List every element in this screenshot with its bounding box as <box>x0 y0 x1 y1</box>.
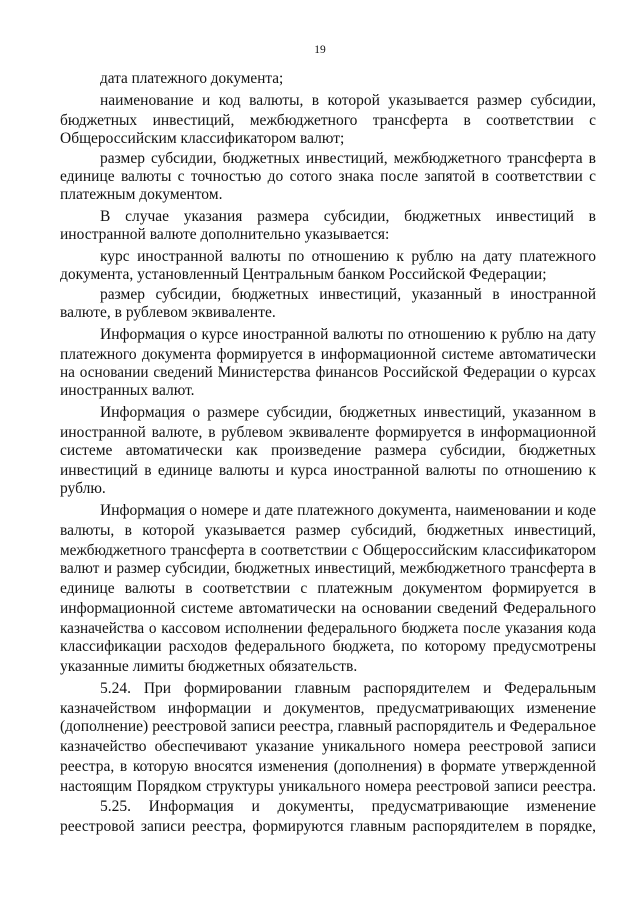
text-line: наименование и код валюты, в которой указывается размер субсидии, <box>100 92 596 109</box>
text-line: иностранной валюте, в рублевом эквиваленте формируется в информационной <box>60 424 596 441</box>
text-line: классификации расходов федерального бюджета, по которому предусмотрены <box>60 638 596 655</box>
text-line: валюте, в рублевом эквиваленте. <box>60 304 276 321</box>
text-line: реестровой записи реестра, формируются главным распорядителем в порядке, <box>60 818 596 835</box>
text-line: валюты, в которой указывается размер субсидий, бюджетных инвестиций, <box>60 522 596 539</box>
text-line: казначейства о кассовом исполнении федерального бюджета после указания кода <box>60 620 596 637</box>
text-line: рублю. <box>60 480 106 497</box>
text-line: инвестиций в единице валюты и курса иностранной валюты по отношению к <box>60 462 596 479</box>
text-line: дата платежного документа; <box>100 70 284 87</box>
text-line: системе автоматически как произведение размера субсидии, бюджетных <box>60 442 596 459</box>
text-line: документа, установленный Центральным банком Российской Федерации; <box>60 266 547 283</box>
page-number: 19 <box>314 44 326 56</box>
text-line: указанные лимиты бюджетных обязательств. <box>60 658 358 675</box>
text-line: валют и размер субсидии, бюджетных инвестиций, межбюджетного трансферта в <box>60 560 596 577</box>
text-line: 5.25. Информация и документы, предусматривающие изменение <box>100 798 596 815</box>
text-line: бюджетных инвестиций, межбюджетного трансферта в соответствии с <box>60 112 596 129</box>
text-line: размер субсидии, бюджетных инвестиций, указанный в иностранной <box>100 286 596 303</box>
text-line: реестра, в которую вносятся изменения (дополнения) в формате утвержденной <box>60 758 596 775</box>
text-line: Общероссийским классификатором валют; <box>60 130 345 147</box>
text-line: Информация о курсе иностранной валюты по отношению к рублю на дату <box>100 326 596 343</box>
text-line: (дополнение) реестровой записи реестра, главный распорядитель и Федеральное <box>60 718 596 735</box>
text-line: на основании сведений Министерства финансов Российской Федерации о курсах <box>60 364 596 381</box>
text-line: единице валюты в соответствии с платежным документом формируется в <box>60 580 596 597</box>
text-line: 5.24. При формировании главным распорядителем и Федеральным <box>100 680 596 697</box>
text-line: казначейство обеспечивают указание уникального номера реестровой записи <box>60 738 596 755</box>
text-line: казначейством информации и документов, предусматривающих изменение <box>60 700 596 717</box>
text-line: иностранных валют. <box>60 382 195 399</box>
text-line: настоящим Порядком структуры уникального номера реестровой записи реестра. <box>60 778 596 795</box>
text-line: Информация о номере и дате платежного документа, наименовании и коде <box>100 502 596 519</box>
text-line: курс иностранной валюты по отношению к рублю на дату платежного <box>100 248 596 265</box>
text-line: Информация о размере субсидии, бюджетных инвестиций, указанном в <box>100 404 596 421</box>
text-line: иностранной валюте дополнительно указывается: <box>60 226 390 243</box>
text-line: платежного документа формируется в информационной системе автоматически <box>60 346 596 363</box>
text-line: межбюджетного трансферта в соответствии с Общероссийским классификатором <box>60 542 596 559</box>
text-line: В случае указания размера субсидии, бюджетных инвестиций в <box>100 208 596 225</box>
text-line: размер субсидии, бюджетных инвестиций, межбюджетного трансферта в <box>100 150 596 167</box>
text-line: информационной системе автоматически на основании сведений Федерального <box>60 600 596 617</box>
text-line: единице валюты с точностью до сотого знака после запятой в соответствии с <box>60 168 596 185</box>
text-line: платежным документом. <box>60 186 223 203</box>
